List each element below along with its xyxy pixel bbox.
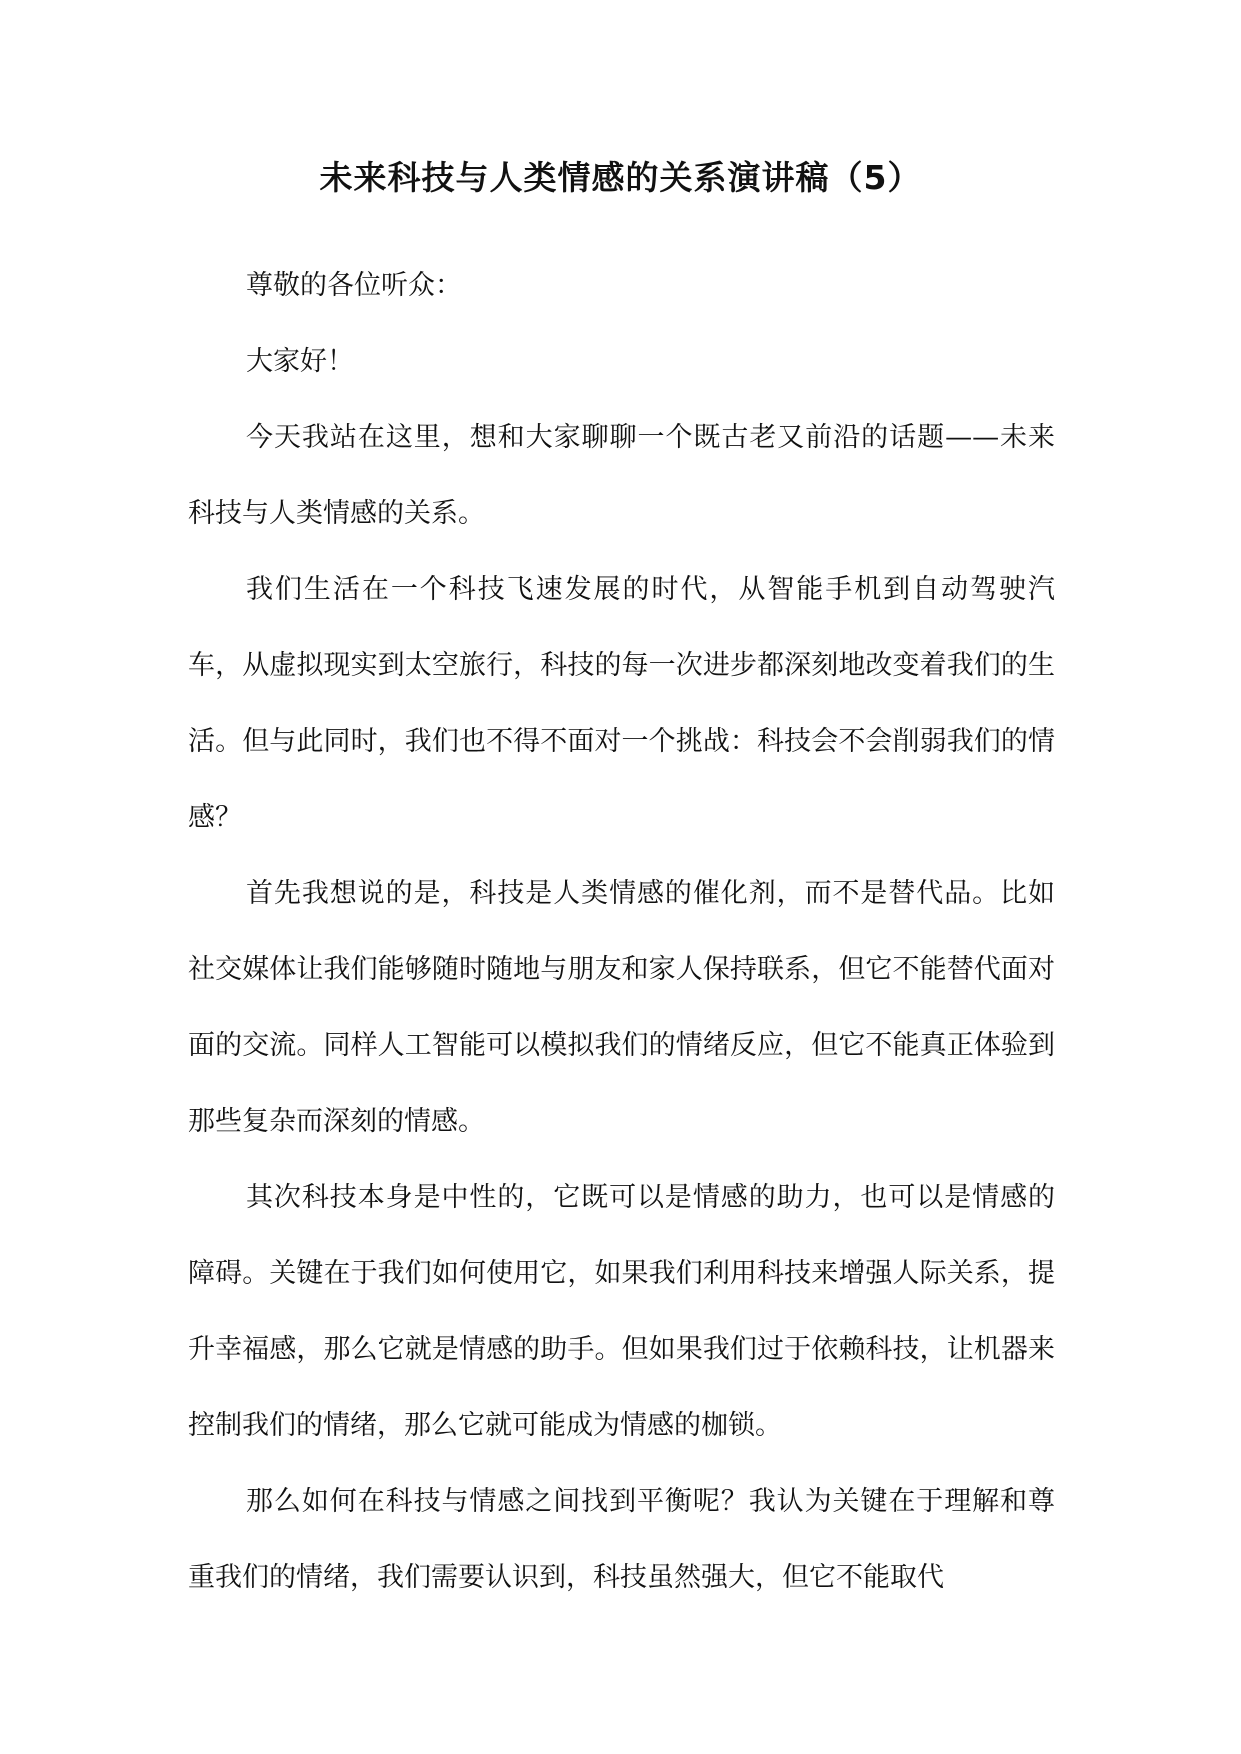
greeting-paragraph: 大家好！ (246, 346, 354, 377)
body-paragraph: 首先我想说的是，科技是人类情感的催化剂，而不是替代品。比如社交媒体让我们能够随时随地与朋友和家人保持联系，但它不能替代面对面的交流。同样人工智能可以模拟我们的情绪反应，但它不能真正体验到那些复杂而深刻的情感。 (188, 878, 1055, 1137)
document-body (188, 248, 1055, 1616)
body-paragraph: 今天我站在这里，想和大家聊聊一个既古老又前沿的话题——未来科技与人类情感的关系。 (188, 422, 1055, 529)
body-paragraph: 那么如何在科技与情感之间找到平衡呢？我认为关键在于理解和尊重我们的情绪，我们需要认识到，科技虽然强大，但它不能取代 (188, 1486, 1055, 1593)
salutation-paragraph: 尊敬的各位听众： (246, 270, 462, 301)
document-title: 未来科技与人类情感的关系演讲稿（5） (319, 158, 922, 197)
body-paragraph: 其次科技本身是中性的，它既可以是情感的助力，也可以是情感的障碍。关键在于我们如何使用它，如果我们利用科技来增强人际关系，提升幸福感，那么它就是情感的助手。但如果我们过于依赖科技，让机器来控制我们的情绪，那么它就可能成为情感的枷锁。 (188, 1182, 1055, 1441)
body-paragraph: 我们生活在一个科技飞速发展的时代，从智能手机到自动驾驶汽车，从虚拟现实到太空旅行，科技的每一次进步都深刻地改变着我们的生活。但与此同时，我们也不得不面对一个挑战：科技会不会削弱我们的情感？ (188, 574, 1055, 833)
